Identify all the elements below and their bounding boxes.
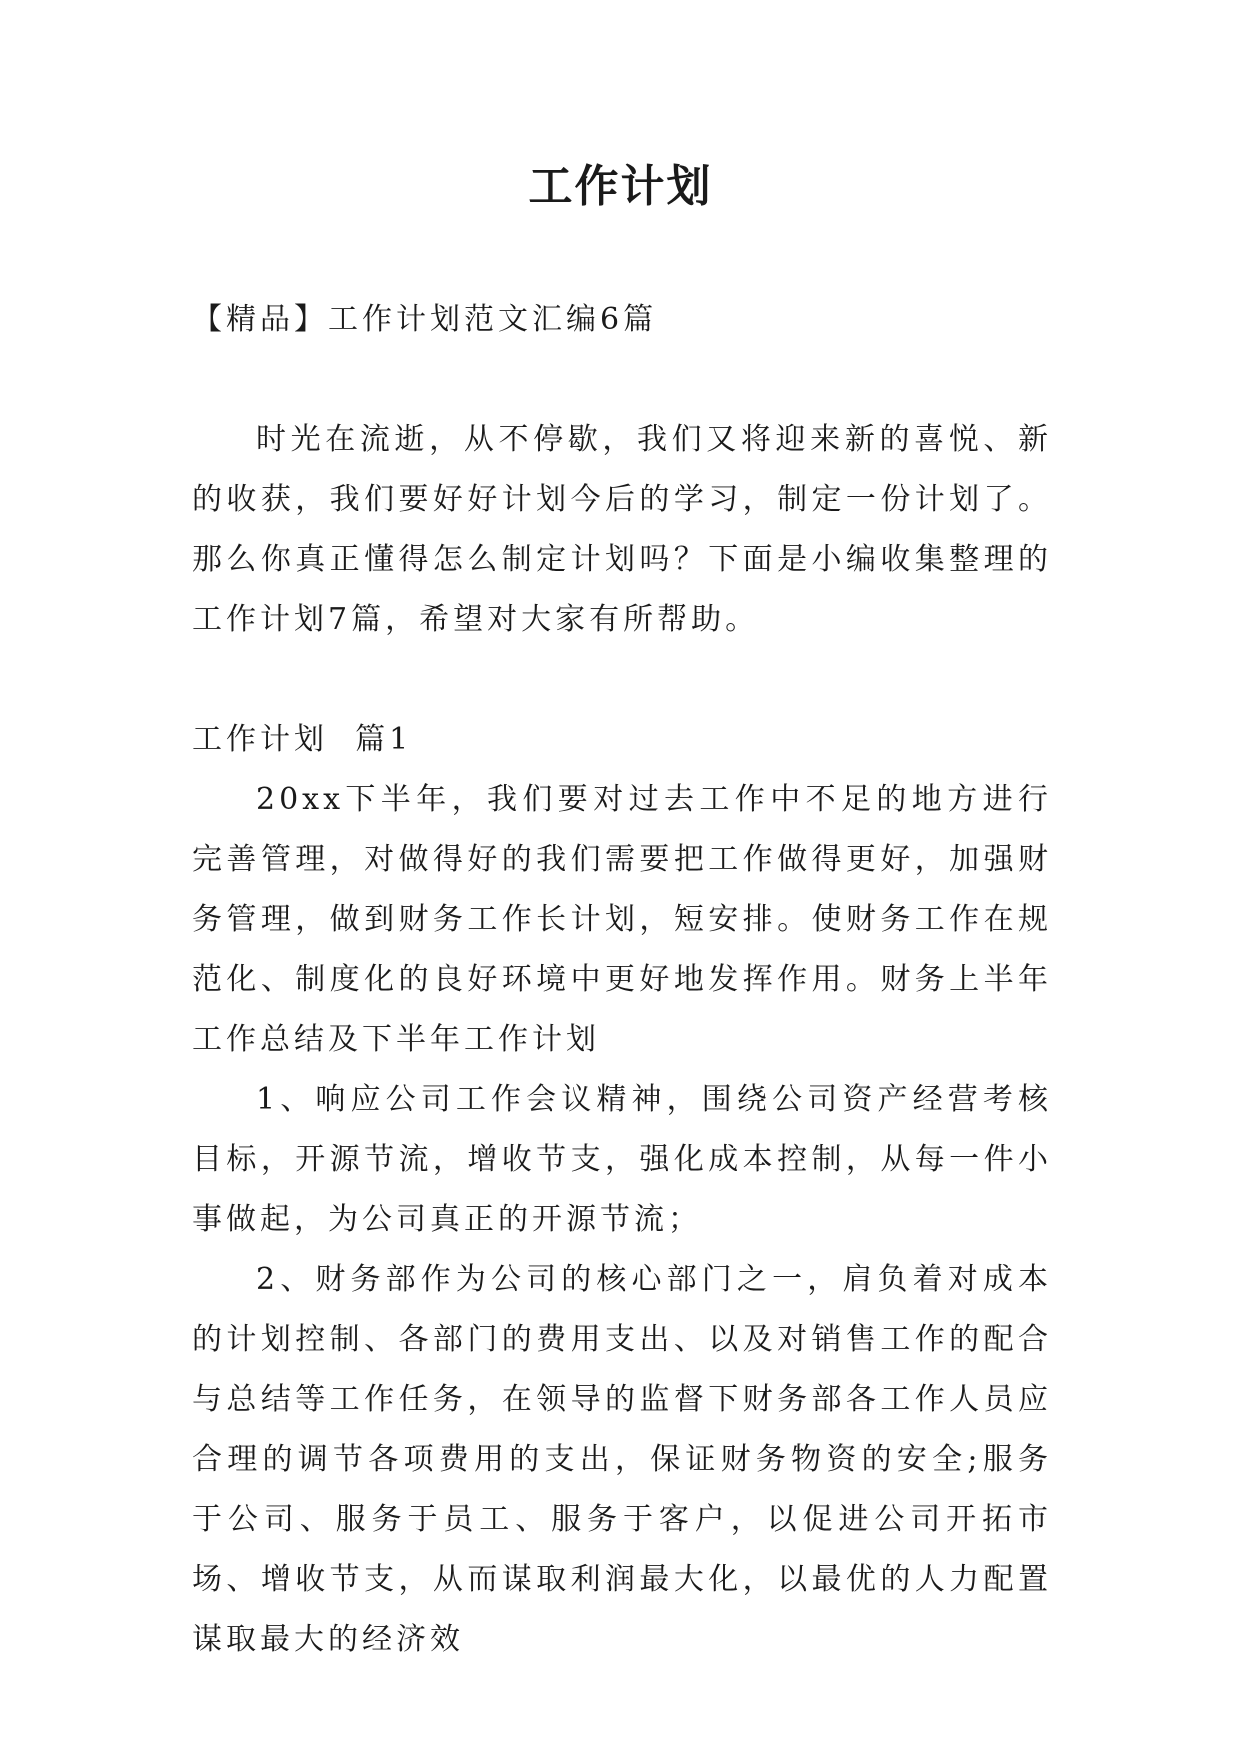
document-subtitle: 【精品】工作计划范文汇编6篇 (192, 302, 658, 337)
section-heading: 工作计划 篇1 (192, 722, 413, 757)
document-body (192, 290, 1052, 1670)
body-paragraph: 1、响应公司工作会议精神，围绕公司资产经营考核目标，开源节流，增收节支，强化成本控制，从每一件小事做起，为公司真正的开源节流； (192, 1082, 1052, 1237)
body-paragraph: 20xx下半年，我们要对过去工作中不足的地方进行完善管理，对做得好的我们需要把工作做得更好，加强财务管理，做到财务工作长计划，短安排。使财务工作在规范化、制度化的良好环境中更好地发挥作用。财务上半年工作总结及下半年工作计划 (192, 782, 1052, 1057)
document-title: 工作计划 (528, 161, 713, 212)
intro-paragraph: 时光在流逝，从不停歇，我们又将迎来新的喜悦、新的收获，我们要好好计划今后的学习，制定一份计划了。那么你真正懂得怎么制定计划吗？下面是小编收集整理的工作计划7篇，希望对大家有所帮助。 (192, 422, 1052, 637)
body-paragraph: 2、财务部作为公司的核心部门之一，肩负着对成本的计划控制、各部门的费用支出、以及对销售工作的配合与总结等工作任务，在领导的监督下财务部各工作人员应合理的调节各项费用的支出，保证财务物资的安全;服务于公司、服务于员工、服务于客户，以促进公司开拓市场、增收节支，从而谋取利润最大化，以最优的人力配置谋取最大的经济效 (192, 1262, 1052, 1657)
